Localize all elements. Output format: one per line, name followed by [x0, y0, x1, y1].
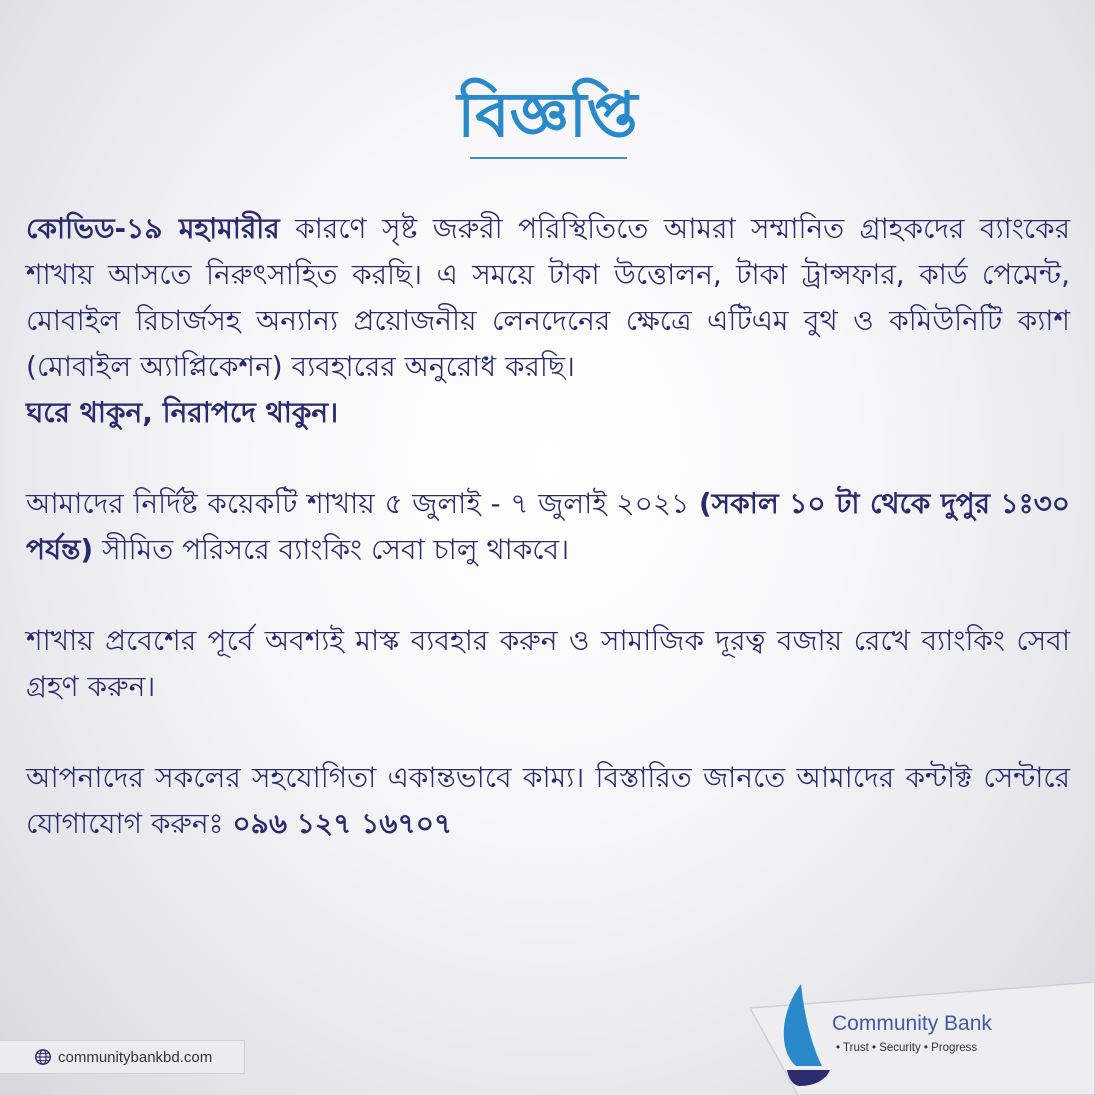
contact-phone: ০৯৬ ১২৭ ১৬৭০৭ [232, 807, 453, 840]
brand-name: Community Bank [832, 1012, 992, 1035]
notice-title: বিজ্ঞপ্তি [457, 78, 638, 151]
paragraph-contact [26, 755, 1070, 847]
branch-hours-bold: (সকাল ১০ টা থেকে দুপুর ১ঃ৩০ পর্যন্ত) [26, 487, 1070, 566]
brand-panel [750, 982, 1095, 1095]
sail-logo-icon [774, 982, 836, 1087]
notice-body [26, 206, 1070, 847]
stay-home-bold: ঘরে থাকুন, নিরাপদে থাকুন। [26, 396, 339, 429]
paragraph-branch-hours [26, 481, 1070, 573]
paragraph-mask-instruction: শাখায় প্রবেশের পূর্বে অবশ্যই মাস্ক ব্যবহার করুন ও সামাজিক দূরত্ব বজায় রেখে ব্যাংকিং সেবা গ্রহণ করুন। [26, 624, 1070, 703]
globe-icon [34, 1048, 52, 1066]
title-underline [470, 157, 627, 159]
contact-text: আপনাদের সকলের সহযোগিতা একান্তভাবে কাম্য। বিস্তারিত জানতে আমাদের কন্টাক্ট সেন্টারে যোগাযোগ করুনঃ [26, 761, 1070, 840]
brand-tagline: • Trust • Security • Progress [836, 1042, 978, 1054]
website-url: communitybankbd.com [58, 1048, 213, 1066]
branch-hours-text-after: সীমিত পরিসরে ব্যাংকিং সেবা চালু থাকবে। [93, 533, 570, 566]
covid-text: কারণে সৃষ্ট জরুরী পরিস্থিতিতে আমরা সম্মানিত গ্রাহকদের ব্যাংকের শাখায় আসতে নিরুৎসাহিত করছি। এ সময়ে টাকা উত্তোলন, টাকা ট্রান্সফার, কার্ড পেমেন্ট, মোবাইল রিচার্জসহ অন্যান্য প্রয়োজনীয় লেনদেনের ক্ষেত্রে এটিএম বুথ ও কমিউনিটি ক্যাশ (মোবাইল অ্যাপ্লিকেশন) ব্যবহারের অনুরোধ করছি। [26, 212, 1071, 383]
website-link[interactable] [0, 1040, 245, 1074]
covid-bold-lead: কোভিড-১৯ মহামারীর [26, 212, 280, 245]
stay-home-line [26, 390, 1070, 436]
paragraph-covid-notice [26, 206, 1070, 390]
branch-hours-text: আমাদের নির্দিষ্ট কয়েকটি শাখায় ৫ জুলাই - ৭ জুলাই ২০২১ [26, 487, 699, 520]
